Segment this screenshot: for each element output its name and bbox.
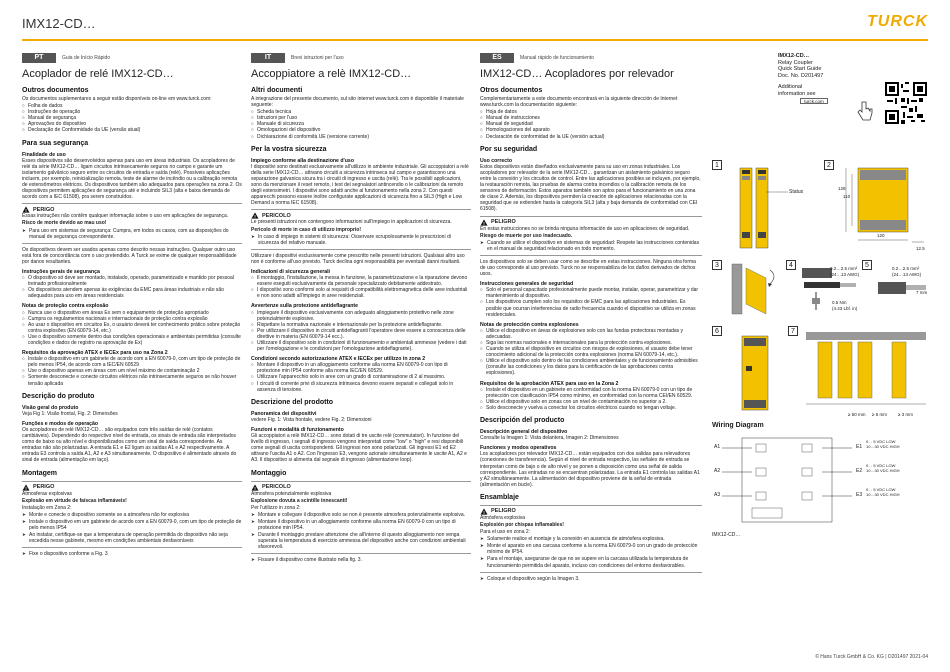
heading-visao: Visão geral do produto bbox=[22, 404, 79, 411]
warning-label: PERIGO bbox=[33, 483, 55, 490]
figure-dimensions bbox=[840, 162, 930, 252]
heading-montaggio: Montaggio bbox=[251, 469, 287, 477]
uso2-text: Los dispositivos solo se deben usar como se describe en estas instrucciones. Ninguna otra forma de uso corresponde al uso previsto. Turck no se responsabiliza de los daños derivados de dichos usos. bbox=[480, 258, 696, 278]
heading-finalidade: Finalidade de uso bbox=[22, 151, 66, 158]
dimension-label: 120 bbox=[877, 233, 885, 238]
warning-label: PELIGRO bbox=[491, 508, 516, 515]
terminal-label: E1 bbox=[856, 444, 863, 450]
page-footer: © Hans Turck GmbH & Co. KG | D201497 2021-04 bbox=[815, 654, 928, 660]
list-item: ○ Manual de seguridad bbox=[480, 121, 702, 127]
list-item: ○ Utilizzare il dispositivo solo in condizioni di funzionamento e ambientali ammesse (vedere i dati per l'omologazione e le condizioni per l'omologazione antideflagrante). bbox=[251, 340, 471, 352]
warning-box bbox=[251, 209, 471, 249]
wiring-diagram-title: Wiring Diagram bbox=[712, 422, 764, 429]
heading-impiego: Impiego conforme alla destinazione d'uso bbox=[251, 157, 354, 164]
list-item: ○ Ao usar o dispositivo em circuitos Ex, o usuário deverá ter conhecimento prático sobre proteção contra explosões (EN 60079-14, etc.) bbox=[22, 322, 242, 334]
contact-spec: 0… 5 VDC LOW 10…30 VDC HIGH bbox=[866, 487, 900, 497]
heading-panoramica: Panoramica dei dispositivi bbox=[251, 410, 317, 417]
heading-descripcion: Descripción del producto bbox=[480, 417, 565, 425]
warning-text: Riesgo de muerte por uso inadecuado. bbox=[480, 232, 573, 239]
list-item: ○ Per utilizzare il dispositivo in circuiti antideflagranti l'operatore deve essere a conoscenza delle direttive in materia (EN 60079-14 ecc.). bbox=[251, 328, 471, 340]
title-es: IMX12-CD… Acopladores por relevador bbox=[480, 68, 674, 80]
additional-info: Additional bbox=[778, 84, 803, 90]
lang-subtitle-es: Manual rápido de funcionamiento bbox=[520, 54, 594, 61]
list-item: ○ Utilice el dispositivo solo en zonas con un nivel de contaminación no superior a 2. bbox=[480, 399, 702, 405]
warning-icon bbox=[22, 484, 30, 491]
terminal-label: E2 bbox=[856, 468, 863, 474]
terminal-label: E3 bbox=[856, 492, 863, 498]
list-item: ○ Aprovações do dispositivo bbox=[22, 121, 242, 127]
list-item: ○ Omologazioni del dispositivo bbox=[251, 127, 471, 133]
header-rule bbox=[22, 39, 928, 41]
warning-box bbox=[22, 203, 242, 243]
document-title: IMX12-CD… bbox=[22, 16, 96, 31]
heading-seguridad: Por su seguridad bbox=[480, 145, 538, 153]
list-item: ○ Somente desconecte e conecte circuitos elétricos não intrinsecamente seguros se não houver tensão aplicada bbox=[22, 374, 242, 386]
title-it: Accoppiatore a relè IMX12-CD… bbox=[251, 68, 412, 80]
hand-pointer-icon bbox=[856, 100, 874, 122]
heading-explosao: Notas de proteção contra explosão bbox=[22, 303, 109, 310]
contact-spec: 0… 5 VDC LOW 10…30 VDC HIGH bbox=[866, 463, 900, 473]
warning-step: ➤ Monte e conecte o dispositivo somente se a atmosfera não for explosiva bbox=[22, 512, 242, 518]
page-header bbox=[0, 0, 950, 40]
figure-front-view bbox=[726, 162, 826, 252]
generali-list bbox=[251, 275, 471, 299]
warning-step: ➤ In caso di impiego in sistemi di sicurezza: Osservare scrupolosamente le prescrizioni di sicurezza del relativo manuale. bbox=[251, 234, 471, 246]
dimension-label: 128 bbox=[838, 186, 846, 191]
heading-seguranca: Para sua segurança bbox=[22, 139, 89, 147]
warning-text: Atmósfera explosiva bbox=[480, 514, 526, 521]
instruction-step: ➤ Fissare il dispositivo come illustrato nella fig. 3. bbox=[251, 557, 471, 563]
product-type: Relay Coupler bbox=[778, 59, 813, 66]
figure-mounting bbox=[726, 260, 784, 320]
svg-text:!: ! bbox=[25, 208, 27, 214]
explosao-list bbox=[22, 310, 242, 347]
funzioni-text: Gli accoppiatori a relè IMX12-CD… sono dotati di tre uscite relè (commutatori). In funzione del livello di ingresso, i segnali di ingresso vengono interpretati come "low" o "high" e resi disponibili come segnali di uscita corrispondenti. Gli ingressi non sono polarizzati. Gli ingressi E1 ed E2 attivano l'uscita A1 o A2. Con l'ingresso E3, vengono azionate simultaneamente le uscite A1, A2 e A3. Il dispositivo si alimenta dal segnale di ingresso (alimentazione loop). bbox=[251, 433, 467, 464]
contact-spec: 0… 5 VDC LOW 10…30 VDC HIGH bbox=[866, 439, 900, 449]
list-item: ○ Homologaciones del aparato bbox=[480, 127, 702, 133]
warning-label: PERICOLO bbox=[262, 212, 291, 219]
heading-atex: Requisitos da aprovação ATEX e IECEx para uso na Zona 2 bbox=[22, 350, 168, 357]
doc-number: Doc. No. D201497 bbox=[778, 72, 824, 79]
list-item: ○ Nunca use o dispositivo em áreas Ex sem o equipamento de proteção apropriado bbox=[22, 310, 242, 316]
warning-text: Instalação em Zona 2: bbox=[22, 504, 72, 511]
strip-length-label: 7 mm bbox=[916, 290, 928, 295]
visao-text: Veja Fig 1: Visão frontal, Fig. 2: Dimensões bbox=[22, 410, 118, 417]
heading-gerais: Instruções gerais de segurança bbox=[22, 268, 100, 275]
warning-step: ➤ Para el montaje, asegurarse de que no se supere en la carcasa utilizada la temperatura de funcionamiento permitida del aparato, incluso con condiciones del entorno desfavorables. bbox=[480, 556, 702, 568]
warning-step: ➤ Ao instalar, certifique-se que a temperatura de operação permitida do dispositivo não seja excedida nesse gabinete, mesmo em condições ambientais desfavoráveis bbox=[22, 532, 242, 544]
list-item: ○ Scheda tecnica bbox=[251, 109, 471, 115]
warning-step: ➤ Instale o dispositivo em um gabinete de acordo com a EN 60079-0, com um tipo de proteção de pelo menos IP54 bbox=[22, 519, 242, 531]
list-item: ○ Manual de segurança bbox=[22, 115, 242, 121]
warning-text: Per l'utilizzo in zona 2: bbox=[251, 504, 301, 511]
list-item: ○ Os dispositivos atendem apenas às exigências da EMC para áreas industriais e não são adequados para uso em áreas residenciais bbox=[22, 287, 242, 299]
status-label: Status bbox=[789, 189, 804, 195]
warning-text: Atmosferas explosivas bbox=[22, 490, 73, 497]
heading-generali: Indicazioni di sicurezza generali bbox=[251, 268, 330, 275]
general-text: Consulte la Imagen 1: Vista delantera, Imagen 2: Dimensiones bbox=[480, 435, 619, 442]
svg-text:!: ! bbox=[254, 214, 256, 220]
heading-explosion: Notas de protección contra explosiones bbox=[480, 321, 579, 328]
list-item: ○ Manual de instrucciones bbox=[480, 115, 702, 121]
warning-text: Atmosfera potenzialmente esplosiva bbox=[251, 490, 332, 497]
altri-intro: A integrazione del presente documento, sul sito internet www.turck.com è disponibile il materiale seguente: bbox=[251, 96, 464, 109]
column-italian bbox=[251, 53, 471, 564]
warning-text: Para el uso en zona 2: bbox=[480, 529, 531, 536]
wiring-footnote: IMX12-CD… bbox=[712, 532, 741, 538]
list-item: ○ Impiegare il dispositivo esclusivamente con adeguato alloggiamento protettivo nelle zone potenzialmente esplosive. bbox=[251, 310, 471, 322]
list-item: ○ Istruzioni per l'uso bbox=[251, 115, 471, 121]
uso-text: Estos dispositivos están diseñados exclusivamente para su uso en zonas industriales. Los acopladores por relevador de la serie IMX12-CD… garantizan un aislamiento galvánico seguro entre la conexión y los circuitos de control. Entre las aplicaciones posibles se incluyen, por ejemplo, la restauración remota, las pruebas de alarma contra incendios o la calibración remota de los sensores de deformación. Estos aparatos también son aptos para el funcionamiento en una zona de clase 2. Además, los dispositivos permiten la creación de aplicaciones relacionadas con la seguridad que se extienden hasta la categoría SIL3 (alta y baja demanda de conformidad con CEI 61508). bbox=[480, 163, 701, 213]
warning-step: ➤ Montare il dispositivo in un alloggiamento conforme alla norma EN 60079-0 con un tipo di protezione min IP54. bbox=[251, 519, 471, 531]
warning-step: ➤ Durante il montaggio prestare attenzione che all'interno di questo alloggiamento non venga superata la temperatura di esercizio ammessa del dispositivo anche con condizioni ambientali sfavorevoli. bbox=[251, 532, 471, 550]
figure-number: 3 bbox=[712, 260, 722, 270]
figure-number: 6 bbox=[712, 326, 722, 336]
otros-intro: Complementariamente a este documento encontrará en la siguiente dirección de Internet www.turck.com la documentación siguiente: bbox=[480, 96, 678, 109]
list-item: ○ Declaración de conformidad de la UE (versión actual) bbox=[480, 134, 702, 140]
wire-size-label: 0.2…2.5 mm² bbox=[892, 266, 920, 271]
dimension-label: 110 bbox=[843, 194, 851, 199]
list-item: ○ I dispositivi sono conformi solo ai requisiti di compatibilità elettromagnetica delle aree industriali e non sono adatti all'impiego in aree residenziali. bbox=[251, 287, 471, 299]
list-item: ○ Cumpra os regulamentos nacionais e internacionais de proteção contra explosão bbox=[22, 316, 242, 322]
heading-general: Descripción general del dispositivo bbox=[480, 429, 568, 436]
figure-number: 1 bbox=[712, 160, 722, 170]
list-item: ○ Los dispositivos cumplen solo los requisitos de EMC para las aplicaciones industriales. Es posible que ocurran interferencias de radio frecuencia cuando el dispositivo se utiliza en zonas residenciales. bbox=[480, 299, 702, 317]
turck-link[interactable]: turck.com bbox=[800, 98, 828, 104]
svg-text:!: ! bbox=[483, 220, 485, 226]
wire-size-label: (24…13 AWG) bbox=[830, 272, 860, 277]
warning-step: ➤ Para uso em sistemas de segurança: Cumpra, em todos os casos, com as disposições do manual de segurança correspondente. bbox=[22, 228, 242, 240]
doc-type: Quick Start Guide bbox=[778, 66, 822, 72]
list-item: ○ Manuale di sicurezza bbox=[251, 121, 471, 127]
list-item: ○ Dichiarazione di conformità UE (versione corrente) bbox=[251, 134, 471, 140]
uso-text: Utilizzare i dispositivi esclusivamente come prescritto nelle presenti istruzioni. Qualsiasi altro uso non è conforme all'uso previsto. Turck declina ogni responsabilità per eventuali danni risultanti. bbox=[251, 252, 465, 265]
heading-otros: Otros documentos bbox=[480, 87, 543, 94]
uso-text: Os dispositivos devem ser usados apenas como descrito nessas instruções. Qualquer outro uso está fora de concordância com o uso pretendido. A Turck se exime de qualquer responsabilidade por danos resultantes. bbox=[22, 246, 237, 265]
warning-icon bbox=[480, 508, 488, 515]
list-item: ○ Montare il dispositivo in un alloggiamento conforme alla norma EN 60079-0 con tipo di protezione min IP54 conforme alla norma IEC/EN 60529. bbox=[251, 362, 471, 374]
spacing-label: ≥ 50 mm bbox=[848, 412, 866, 417]
list-item: ○ Utilizzare l'apparecchio solo in aree con un grado di contaminazione di 2 al massimo. bbox=[251, 374, 471, 380]
lang-bar-pt bbox=[22, 53, 242, 63]
terminal-label: A1 bbox=[714, 444, 721, 450]
figure-terminals bbox=[726, 330, 786, 416]
list-item: ○ Rispettare la normativa nazionale e internazionale per la protezione antideflagrante. bbox=[251, 322, 471, 328]
lang-bar-it bbox=[251, 53, 471, 63]
warning-step: ➤ Solamente realice el montaje y la conexión en ausencia de atmósfera explosiva. bbox=[480, 536, 702, 542]
heading-uso: Uso correcto bbox=[480, 157, 512, 164]
figure-number: 4 bbox=[786, 260, 796, 270]
warning-box bbox=[22, 481, 242, 549]
terminal-label: A3 bbox=[714, 492, 721, 498]
warning-text: Essas instruções não contêm qualquer informação sobre o uso em aplicações de segurança. bbox=[22, 213, 229, 220]
heading-montagem: Montagem bbox=[22, 469, 57, 477]
warning-text: Explosión por chispas inflamables! bbox=[480, 521, 564, 528]
warning-text: Explosão em virtude de faíscas inflamáveis! bbox=[22, 497, 127, 504]
terminal-label: A2 bbox=[714, 468, 721, 474]
heading-sicurezza: Per la vostra sicurezza bbox=[251, 145, 327, 153]
warning-label: PELIGRO bbox=[491, 218, 516, 225]
lang-code-es: ES bbox=[480, 53, 514, 63]
atex-list-it bbox=[251, 362, 471, 392]
list-item: ○ Il montaggio, l'installazione, la messa in funzione, la parametrizzazione e la riparazione devono essere eseguiti esclusivamente da personale specializzato debitamente addestrato. bbox=[251, 275, 471, 287]
heading-generales: Instrucciones generales de seguridad bbox=[480, 281, 574, 288]
list-item: ○ Instale o dispositivo em um gabinete de acordo com a EN 60079-0, com um tipo de proteção de pelo menos IP54, de acordo com a IEC/EN 60529 bbox=[22, 356, 242, 368]
warning-text: Esplosione dovuta a scintille innescanti! bbox=[251, 497, 348, 504]
heading-funcoes: Funções e modos de operação bbox=[22, 420, 99, 427]
spacing-label: ≥ 3 mm bbox=[898, 412, 913, 417]
panoramica-text: vedere Fig. 1: Vista frontale, vedere Fig. 2: Dimensioni bbox=[251, 416, 372, 423]
product-name: IMX12-CD… bbox=[778, 53, 810, 59]
turck-logo: TURCK bbox=[867, 13, 928, 30]
list-item: ○ Use o dispositivo apenas em áreas com um nível máximo de contaminação 2 bbox=[22, 368, 242, 374]
antidef-list bbox=[251, 310, 471, 353]
dimension-label: 12.5 bbox=[916, 246, 925, 251]
warning-text: Risco de morte devido ao mau uso! bbox=[22, 220, 107, 227]
warning-icon bbox=[480, 219, 488, 226]
svg-text:!: ! bbox=[254, 485, 256, 491]
warning-text: Le presenti istruzioni non contengono informazioni sull'impiego in applicazioni di sicurezza. bbox=[251, 219, 452, 226]
heading-funzioni: Funzioni e modalità di funzionamento bbox=[251, 426, 344, 433]
finalidade-text: Esses dispositivos são desenvolvidos apenas para uso em áreas industriais. Os acopladores de relé da série IMX12-CD… ligam circuitos intrinsecamente seguros no campo e garante um isolamento galvânico seguro entre os circuitos de entrada e saída (relé). Possíveis aplicações incluem, por exemplo, reinicialização remota, teste de alarme de incêndio ou a calibração remota de extensômetros elétricos. Os dispositivos também são adequados para operações na zona 2. Os dispositivos permitem aplicações de segurança até e incluindo SIL3 (alta e baixa demanda de acordo com a IEC 61508), pra serem construídos. bbox=[22, 157, 242, 201]
spacing-label: ≥ 6 mm bbox=[872, 412, 887, 417]
warning-icon bbox=[251, 212, 259, 219]
list-item: ○ Use o dispositivo somente dentro das condições operacionais e ambientais permitidas (consulte condições e dados de registro na aprovação de Ex) bbox=[22, 334, 242, 346]
lang-subtitle-pt: Guia de Início Rápido bbox=[62, 54, 111, 61]
list-item: ○ Siga las normas nacionales e internacionales para la protección contra explosiones. bbox=[480, 340, 702, 346]
heading-antidef: Avvertenze sulla protezione antideflagrante bbox=[251, 303, 359, 310]
warning-step: ➤ Cuando se utilice el dispositivo en sistemas de seguridad: Respete las instrucciones contenidas en el manual de seguridad relacionado en todo momento. bbox=[480, 240, 702, 252]
svg-text:!: ! bbox=[483, 509, 485, 515]
gerais-list bbox=[22, 275, 242, 299]
list-item: ○ Solo desconecte y vuelva a conectar los circuitos eléctricos cuando no tengan voltaje. bbox=[480, 405, 702, 411]
svg-text:!: ! bbox=[25, 485, 27, 491]
warning-box bbox=[480, 505, 702, 573]
heading-atex-es: Requisitos de la aprobación ATEX para uso en la Zona 2 bbox=[480, 380, 619, 387]
heading-funciones: Funciones y modos operativos bbox=[480, 445, 557, 452]
wire-size-label: 0.2…2.5 mm² bbox=[830, 266, 858, 271]
list-item: ○ Instruções de operação bbox=[22, 109, 242, 115]
wire-size-label: (24…13 AWG) bbox=[892, 272, 922, 277]
funciones-text: Los acopladores por relevador IMX12-CD… están equipados con dos salidas para relevadores (conexiones de transferencia). Según el nivel de entrada respectivo, las señales de entrada se interpretan como de bajo o de alto nivel y se ponen a disposición como una señal de salida correspondiente. Las entradas no se encuentran polarizadas. La entrada E1 controla las salidas A1 y A2 simultáneamente. La alimentación del dispositivo proviene de la señal de entrada (alimentación en bucle). bbox=[480, 451, 700, 488]
atex-list bbox=[22, 356, 242, 386]
warning-box bbox=[480, 216, 702, 256]
lang-bar-es bbox=[480, 53, 702, 63]
outros-intro: Os documentos suplementares a seguir estão disponíveis on-line em www.turck.com: bbox=[22, 96, 212, 102]
warning-icon bbox=[22, 206, 30, 213]
list-item: ○ Cuando se utiliza el dispositivo en circuitos con riesgos de explosiones, el usuario debe tener conocimiento adicional de la protección contra explosiones (norma EN 60079-14, etc.). bbox=[480, 346, 702, 358]
qr-code[interactable] bbox=[885, 82, 927, 124]
column-spanish bbox=[480, 53, 702, 583]
otros-list bbox=[480, 109, 702, 139]
list-item: ○ Utilice el dispositivo en áreas de explosiones solo con las fundas protectoras montadas y adecuadas. bbox=[480, 328, 702, 340]
figure-number: 7 bbox=[788, 326, 798, 336]
heading-atex-it: Condizioni secondo autorizzazione ATEX e IECEx per utilizzo in zona 2 bbox=[251, 356, 426, 363]
warning-label: PERICOLO bbox=[262, 483, 291, 490]
product-info-panel bbox=[778, 53, 858, 97]
title-pt: Acoplador de relé IMX12-CD… bbox=[22, 68, 174, 80]
warning-step: ➤ Monte el aparato en una carcasa conforme a la norma EN 60079-0 con un grado de protección mínimo de IP54. bbox=[480, 543, 702, 555]
heading-descrizione: Descrizione del prodotto bbox=[251, 398, 334, 406]
list-item: ○ Solo el personal capacitado profesionalmente puede montar, instalar, operar, parametrizar y dar mantenimiento al dispositivo. bbox=[480, 287, 702, 299]
warning-box bbox=[251, 481, 471, 555]
figures-area bbox=[712, 160, 930, 630]
altri-list bbox=[251, 109, 471, 139]
list-item: ○ Instale el dispositivo en un gabinete en conformidad con la norma EN 60079-0 con un tipo de protección con clasificación IP54 como mínimo, en conformidad con la norma CEI/EN 60529. bbox=[480, 387, 702, 399]
heading-altri: Altri documenti bbox=[251, 87, 303, 94]
atex-list-es bbox=[480, 387, 702, 411]
outros-list bbox=[22, 103, 242, 133]
list-item: ○ I circuiti di corrente privi di sicurezza intrinseca devono essere separati e collegati solo in assenza di tensione. bbox=[251, 381, 471, 393]
instruction-step: ➤ Fixe o dispositivo conforme a Fig. 3 bbox=[22, 551, 242, 557]
column-portuguese bbox=[22, 53, 242, 558]
torque-label: 0.5 Nm bbox=[832, 300, 847, 305]
instruction-step: ➤ Coloque el dispositivo según la Imagen 3. bbox=[480, 576, 702, 582]
warning-icon bbox=[251, 484, 259, 491]
additional-info: information see bbox=[778, 90, 816, 97]
generales-list bbox=[480, 287, 702, 317]
heading-outros: Outros documentos bbox=[22, 87, 89, 94]
warning-label: PERIGO bbox=[33, 206, 55, 213]
figure-spacing bbox=[802, 330, 930, 410]
figure-number: 5 bbox=[862, 260, 872, 270]
list-item: ○ Utilice el dispositivo solo dentro de las condiciones ambientales y de funcionamiento admisibles (consulte las condiciones y los datos para la certificación de las aprobaciones contra explosiones). bbox=[480, 358, 702, 376]
torque-label: (4.43 Lbf. in) bbox=[832, 306, 858, 311]
list-item: ○ Hoja de datos bbox=[480, 109, 702, 115]
warning-text: Pericolo di morte in caso di utilizzo improprio! bbox=[251, 226, 362, 233]
warning-text: En estas instrucciones no se brinda ninguna información de uso en aplicaciones de seguridad. bbox=[480, 225, 690, 232]
warning-step: ➤ Montare e collegare il dispositivo solo se non è presente atmosfera potenzialmente esplosiva. bbox=[251, 512, 471, 518]
funcoes-text: Os acopladores de relé IMX12-CD… são equipados com três saídas de relé (contatos cambiáveis). Dependendo do respectivo nível de entrada, os sinais de entrada são interpretados como de baixo ou alto nível e disponibilizados como um sinal de saída correspondente. As entradas não são polarizadas. A entrada E1 e E2 ligam as saídas A1 e A2 respectivamente. A entrada E3 controla a saída A1, A2 e A3 simultaneamente. O dispositivo é alimentado através do sinal de entrada (alimentação em laço). bbox=[22, 426, 237, 464]
lang-code-pt: PT bbox=[22, 53, 56, 63]
lang-subtitle-it: Brevi istruzioni per l'uso bbox=[291, 54, 344, 61]
lang-code-it: IT bbox=[251, 53, 285, 63]
explosion-list bbox=[480, 328, 702, 377]
impiego-text: I dispositivi sono destinati esclusivamente all'utilizzo in ambiente industriale. Gli accoppiatori a relè della serie IMX12-CD… attivano circuiti a sicurezza intrinseca sul campo e garantiscono una separazione galvanica sicura tra i circuiti di ingresso e uscita (relè). Tra le possibili applicazioni, sono da menzionare il reset remoto, i test dei segnalatori antincendio o le calibrazioni da remoto degli estensimetri. I dispositivi sono adatti anche al funzionamento nella zona 2. Con questi apparecchi possono essere inoltre configurate applicazioni di sicurezza fino a SIL3 (High e Low Demand a norma IEC 61508). bbox=[251, 163, 469, 207]
list-item: ○ O dispositivo só deve ser montado, instalado, operado, parametrizado e mantido por pessoal treinado profissionalmente bbox=[22, 275, 242, 287]
heading-descricao: Descrição do produto bbox=[22, 392, 95, 400]
figure-number: 2 bbox=[824, 160, 834, 170]
heading-ensamblaje: Ensamblaje bbox=[480, 493, 519, 501]
list-item: ○ Declaração de Conformidade da UE (versão atual) bbox=[22, 127, 242, 133]
list-item: ○ Folha de dados bbox=[22, 103, 242, 109]
